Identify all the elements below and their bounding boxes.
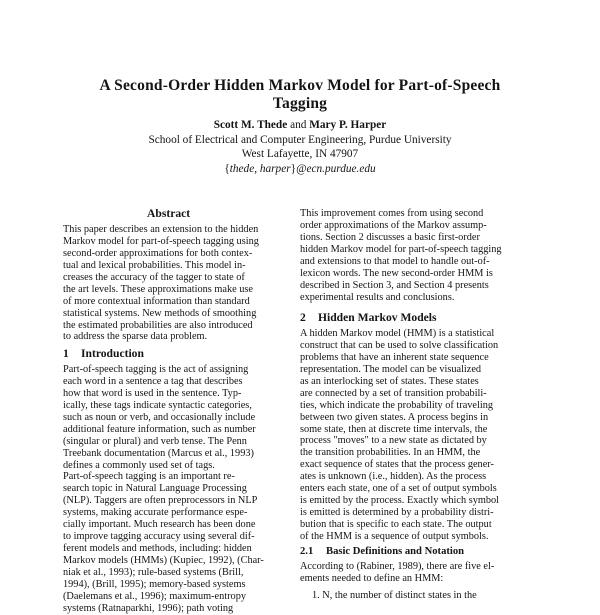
section-2-1-number: 2.1 <box>300 546 314 557</box>
text-line: the transition probabilities. In an HMM, the <box>300 447 481 459</box>
text-line: According to (Rabiner, 1989), there are five el- <box>300 561 495 572</box>
text-line: to improve tagging accuracy using several dif- <box>63 531 255 543</box>
text-line: tual and lexical probabilities. This model in- <box>63 259 246 271</box>
author-names <box>40 118 560 133</box>
text-line: creases the accuracy of the tagger to state of <box>63 271 245 283</box>
text-line: ates is unknown (i.e., hidden). As the process <box>300 471 487 483</box>
section-2-1-heading <box>300 545 464 559</box>
text-line: the art levels. These approximations make use <box>63 283 253 295</box>
text-line: Treebank documentation (Marcus et al., 1993) <box>63 447 254 459</box>
text-line: systems (Ratnaparkhi, 1996); path voting <box>63 602 234 614</box>
text-line: how that word is used in the sentence. Typ- <box>63 387 242 399</box>
author-thede: Scott M. Thede <box>213 119 288 131</box>
title-line-2: Tagging <box>272 95 328 112</box>
text-line: This improvement comes from using second <box>300 208 484 219</box>
text-line: ferent models and methods, including: hidden <box>63 543 252 555</box>
section-1-title: Introduction <box>81 347 144 360</box>
text-line: Part-of-speech tagging is an important re- <box>63 471 235 483</box>
text-line: enters each state, one of a set of output symbols <box>300 483 497 495</box>
email-domain: @ecn.purdue.edu <box>296 163 376 176</box>
section-1-number: 1 <box>63 347 69 360</box>
text-line: are connected by a set of transition probabili- <box>300 387 487 399</box>
text-line: (Daelemans et al., 1996); maximum-entropy <box>63 590 247 602</box>
location: West Lafayette, IN 47907 <box>241 148 359 161</box>
text-line: (NLP). Taggers are often preprocessors in NLP <box>63 495 258 507</box>
title-line-1: A Second-Order Hidden Markov Model for Part-of-Speech <box>99 77 501 94</box>
text-line: is emitted by the process. Exactly which symbol <box>300 495 500 507</box>
text-line: A hidden Markov model (HMM) is a statistical <box>300 328 495 339</box>
paper-title <box>40 77 560 113</box>
text-line: (singular or plural) and verb tense. The Penn <box>63 435 247 447</box>
section-2-title: Hidden Markov Models <box>318 311 437 324</box>
section-1-heading <box>63 347 144 361</box>
section-2-1-title: Basic Definitions and Notation <box>326 546 465 557</box>
author-harper: Mary P. Harper <box>309 119 387 131</box>
text-line: construct that can be used to solve classification <box>300 339 499 351</box>
text-line: between two given states. A process begins in <box>300 411 489 423</box>
text-line: additional feature information, such as number <box>63 423 256 435</box>
text-line: process "moves" to a new state as dictated by <box>300 435 487 447</box>
text-line: defines a commonly used set of tags. <box>63 459 215 471</box>
text-line: tions. Section 2 discusses a basic first-order <box>300 231 480 243</box>
hmm-body <box>300 328 524 543</box>
text-line: the estimated probabilities are also introduced <box>63 319 253 331</box>
text-line: systems, making accurate performance espe- <box>63 507 248 519</box>
text-line: order approximations of the Markov assump- <box>300 219 487 231</box>
email: {thede, harper}@ecn.purdue.edu <box>224 163 376 176</box>
text-line: is emitted is determined by a probability distri- <box>300 507 494 519</box>
list-item-text: 1. N, the number of distinct states in the <box>312 590 477 601</box>
text-line: search topic in Natural Language Processing <box>63 483 247 495</box>
text-line: of the HMM is a sequence of output symbols. <box>300 530 489 542</box>
text-line: as an interlocking set of states. These states <box>300 375 479 387</box>
text-line: statistical systems. New methods of smoothing <box>63 307 257 319</box>
text-line: such as noun or verb, and occasionally include <box>63 411 256 423</box>
text-line: cially important. Much research has been done <box>63 519 256 531</box>
text-line: ties, which indicate the probability of traveling <box>300 399 494 411</box>
text-line: lexicon words. The new second-order HMM is <box>300 267 493 279</box>
text-line: experimental results and conclusions. <box>300 291 455 303</box>
text-line: Part-of-speech tagging is the act of assigning <box>63 364 249 375</box>
abstract-heading: Abstract <box>147 207 191 220</box>
text-line: exact sequence of states that the process gener- <box>300 459 494 471</box>
text-line: bution that is specific to each state. The output <box>300 519 492 530</box>
text-line: second-order approximations for both contex- <box>63 247 253 259</box>
definitions-body <box>300 561 524 585</box>
email-names: thede, harper <box>229 163 291 176</box>
affiliation: School of Electrical and Computer Engineering, Purdue University <box>148 133 452 146</box>
text-line: representation. The model can be visualized <box>300 363 482 375</box>
author-block <box>40 118 560 177</box>
introduction-body <box>63 364 295 615</box>
text-line: hidden Markov model for part-of-speech tagging <box>300 243 502 255</box>
text-line: Markov model for part-of-speech tagging using <box>63 235 259 247</box>
text-line: described in Section 3, and Section 4 presents <box>300 279 489 291</box>
abstract-body <box>63 224 295 343</box>
author-and: and <box>290 119 307 131</box>
text-line: ically, these tags indicate syntactic categories, <box>63 399 252 411</box>
section-2-heading <box>300 311 437 325</box>
text-line: This paper describes an extension to the hidden <box>63 224 259 235</box>
text-line: of more contextual information than standard <box>63 295 250 307</box>
section-2-number: 2 <box>300 311 306 324</box>
text-line: niak et al., 1993); rule-based systems (Brill, <box>63 566 244 578</box>
list-item-1 <box>312 590 536 602</box>
text-line: Markov models (HMMs) (Kupiec, 1992), (Char- <box>63 555 264 566</box>
intro-continuation <box>300 208 524 304</box>
text-line: to address the sparse data problem. <box>63 331 208 343</box>
text-line: each word in a sentence a tag that describes <box>63 375 243 387</box>
text-line: problems that have an inherent state sequence <box>300 351 489 363</box>
text-line: and extensions to that model to handle out-of- <box>300 255 490 267</box>
text-line: 1994), (Brill, 1995); memory-based systems <box>63 578 246 590</box>
text-line: ements needed to define an HMM: <box>300 572 444 584</box>
text-line: some state, then at discrete time intervals, the <box>300 423 488 435</box>
